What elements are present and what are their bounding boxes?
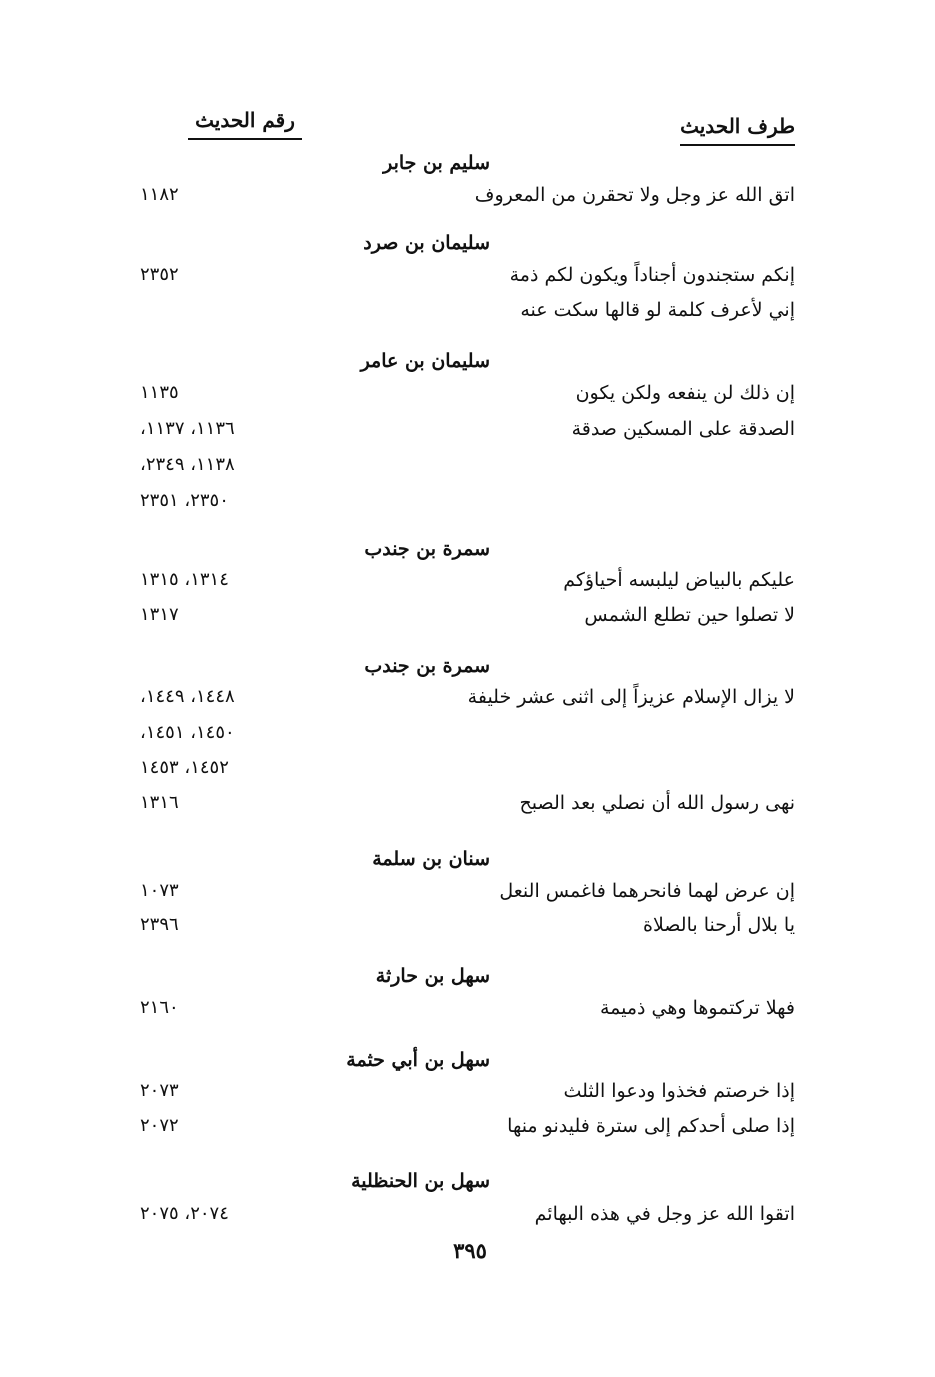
hadith-text: لا تصلوا حين تطلع الشمس — [584, 604, 795, 626]
hadith-number: ٢٠٧٢ — [140, 1115, 179, 1136]
hadith-row — [0, 299, 935, 331]
narrator-row — [0, 848, 935, 880]
narrator-row — [0, 965, 935, 997]
hadith-text: اتق الله عز وجل ولا تحقرن من المعروف — [474, 184, 795, 206]
hadith-number: ٢٣٥٢ — [140, 264, 179, 285]
narrator-name: سهل بن حارثة — [375, 965, 490, 987]
hadith-text: إذا صلى أحدكم إلى سترة فليدنو منها — [507, 1115, 795, 1137]
hadith-number: ١٤٤٨، ١٤٤٩، — [140, 686, 235, 707]
narrator-name: سهل بن أبي حثمة — [346, 1049, 490, 1071]
hadith-row — [0, 1203, 935, 1235]
narrator-row — [0, 655, 935, 687]
hadith-number: ٢١٦٠ — [140, 997, 179, 1018]
hadith-text: لا يزال الإسلام عزيزاً إلى اثنى عشر خليفة — [467, 686, 795, 708]
hadith-row — [0, 382, 935, 414]
narrator-row — [0, 1170, 935, 1202]
page-number: ٣٩٥ — [453, 1238, 487, 1263]
hadith-number: ١٤٥٢، ١٤٥٣ — [140, 757, 229, 778]
hadith-row — [0, 418, 935, 450]
hadith-text: نهى رسول الله أن نصلي بعد الصبح — [519, 792, 795, 814]
hadith-number-row — [0, 722, 935, 754]
hadith-row — [0, 604, 935, 636]
hadith-row — [0, 1080, 935, 1112]
hadith-row — [0, 264, 935, 296]
narrator-name: سليم بن جابر — [383, 152, 490, 174]
hadith-number-row — [0, 454, 935, 486]
hadith-text: اتقوا الله عز وجل في هذه البهائم — [534, 1203, 795, 1225]
narrator-row — [0, 538, 935, 570]
hadith-text: إنكم ستجندون أجناداً ويكون لكم ذمة — [509, 264, 795, 286]
hadith-number: ٢٣٩٦ — [140, 914, 179, 935]
hadith-number-row — [0, 757, 935, 789]
hadith-row — [0, 569, 935, 601]
narrator-name: سمرة بن جندب — [364, 538, 490, 560]
narrator-row — [0, 232, 935, 264]
narrator-row — [0, 1049, 935, 1081]
hadith-number: ١٤٥٠، ١٤٥١، — [140, 722, 235, 743]
hadith-text: يا بلال أرحنا بالصلاة — [643, 914, 795, 936]
hadith-number: ١١٣٨، ٢٣٤٩، — [140, 454, 235, 475]
narrator-name: سنان بن سلمة — [372, 848, 490, 870]
narrator-name: سمرة بن جندب — [364, 655, 490, 677]
narrator-name: سهل بن الحنظلية — [351, 1170, 490, 1192]
narrator-row — [0, 350, 935, 382]
hadith-number: ١٣١٦ — [140, 792, 179, 813]
hadith-text: الصدقة على المسكين صدقة — [571, 418, 795, 440]
hadith-number: ٢٠٧٤، ٢٠٧٥ — [140, 1203, 229, 1224]
hadith-number: ١٣١٤، ١٣١٥ — [140, 569, 229, 590]
hadith-number: ١٣١٧ — [140, 604, 179, 625]
hadith-text: إن عرض لهما فانحرهما فاغمس النعل — [499, 880, 795, 902]
hadith-row — [0, 914, 935, 946]
hadith-row — [0, 997, 935, 1029]
hadith-number: ١١٨٢ — [140, 184, 179, 205]
hadith-text: إن ذلك لن ينفعه ولكن يكون — [575, 382, 795, 404]
hadith-text: إني لأعرف كلمة لو قالها سكت عنه — [520, 299, 795, 321]
hadith-row — [0, 1115, 935, 1147]
hadith-text: فهلا تركتموها وهي ذميمة — [599, 997, 795, 1019]
hadith-row — [0, 880, 935, 912]
hadith-row — [0, 184, 935, 216]
narrator-name: سليمان بن عامر — [360, 350, 490, 372]
hadith-row — [0, 792, 935, 824]
header-hadith-number: رقم الحديث — [188, 108, 302, 140]
hadith-number: ١١٣٥ — [140, 382, 179, 403]
hadith-text: عليكم بالبياض ليلبسه أحياؤكم — [563, 569, 795, 591]
hadith-number-row — [0, 490, 935, 522]
hadith-row — [0, 686, 935, 718]
narrator-row — [0, 152, 935, 184]
hadith-number: ١٠٧٣ — [140, 880, 179, 901]
hadith-text: إذا خرصتم فخذوا ودعوا الثلث — [563, 1080, 795, 1102]
hadith-number: ٢٠٧٣ — [140, 1080, 179, 1101]
hadith-number: ١١٣٦، ١١٣٧، — [140, 418, 235, 439]
hadith-number: ٢٣٥٠، ٢٣٥١ — [140, 490, 229, 511]
narrator-name: سليمان بن صرد — [363, 232, 490, 254]
header-hadith-text: طرف الحديث — [680, 114, 795, 146]
